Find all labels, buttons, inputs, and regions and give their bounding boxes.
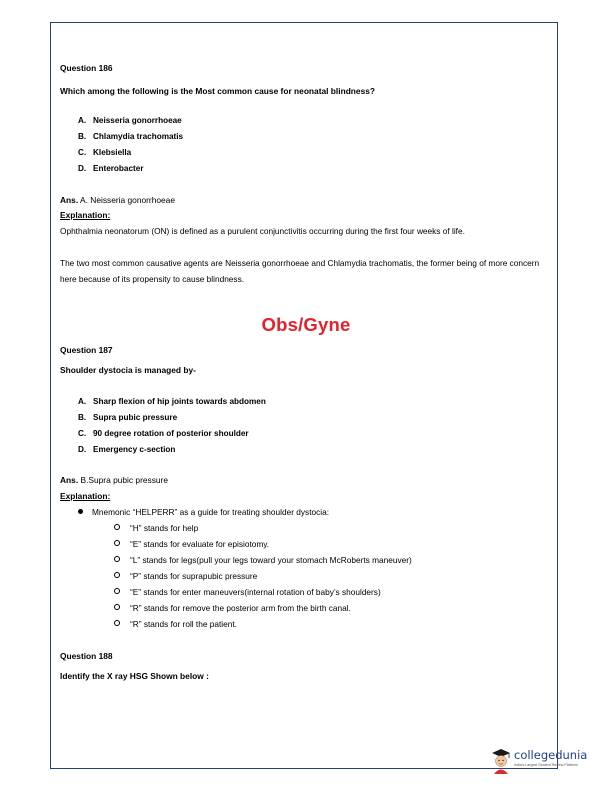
circle-bullet-icon bbox=[114, 556, 120, 562]
logo-tagline: India's Largest Student Review Platform bbox=[514, 763, 578, 767]
question-186-title: Question 186 bbox=[60, 63, 113, 73]
list-item: “E” stands for enter maneuvers(internal rotation of baby’s shoulders) bbox=[114, 587, 381, 597]
question-187-title: Question 187 bbox=[60, 345, 113, 355]
collegedunia-logo bbox=[490, 746, 610, 776]
q187-option-a: A. Sharp flexion of hip joints towards abdomen bbox=[78, 397, 266, 406]
question-188-title: Question 188 bbox=[60, 651, 113, 661]
circle-bullet-icon bbox=[114, 588, 120, 594]
bullet-icon bbox=[78, 509, 83, 514]
q186-answer: Ans. A. Neisseria gonorrhoeae bbox=[60, 195, 176, 205]
list-item: “L” stands for legs(pull your legs toward your stomach McRoberts maneuver) bbox=[114, 555, 412, 565]
q186-option-a: A. Neisseria gonorrhoeae bbox=[78, 116, 182, 125]
q187-answer: Ans. B.Supra pubic pressure bbox=[60, 475, 169, 485]
circle-bullet-icon bbox=[114, 524, 120, 530]
q186-explanation-2: The two most common causative agents are Neisseria gonorrhoeae and Chlamydia trachomatis, the former being of more concern here because of its propensity to cause blindness. bbox=[60, 258, 540, 284]
list-item: “E” stands for evaluate for episiotomy. bbox=[114, 539, 269, 549]
list-item: “R” stands for remove the posterior arm from the birth canal. bbox=[114, 603, 351, 613]
list-item: “H” stands for help bbox=[114, 523, 198, 533]
circle-bullet-icon bbox=[114, 540, 120, 546]
q187-option-b: B. Supra pubic pressure bbox=[78, 413, 178, 422]
q187-explanation-label: Explanation: bbox=[60, 491, 111, 501]
circle-bullet-icon bbox=[114, 620, 120, 626]
q186-option-d: D. Enterobacter bbox=[78, 164, 144, 173]
graduate-mascot-icon bbox=[490, 746, 512, 774]
circle-bullet-icon bbox=[114, 572, 120, 578]
list-item: “R” stands for roll the patient. bbox=[114, 619, 237, 629]
list-item: “P” stands for suprapubic pressure bbox=[114, 571, 257, 581]
q187-option-c: C. 90 degree rotation of posterior shoulder bbox=[78, 429, 249, 438]
logo-wordmark: collegedunia bbox=[514, 748, 588, 762]
question-188-text: Identify the X ray HSG Shown below : bbox=[60, 671, 209, 681]
question-186-text: Which among the following is the Most common cause for neonatal blindness? bbox=[60, 86, 376, 96]
section-title: Obs/Gyne bbox=[261, 314, 351, 335]
q186-explanation-1: Ophthalmia neonatorum (ON) is defined as a purulent conjunctivitis occurring during the first four weeks of life. bbox=[60, 226, 465, 236]
q187-mnemonic-bullet: Mnemonic “HELPERR” as a guide for treating shoulder dystocia: bbox=[78, 507, 329, 517]
q186-explanation-label: Explanation: bbox=[60, 210, 111, 220]
q187-option-d: D. Emergency c-section bbox=[78, 445, 176, 454]
question-187-text: Shoulder dystocia is managed by- bbox=[60, 365, 196, 375]
circle-bullet-icon bbox=[114, 604, 120, 610]
q186-option-b: B. Chlamydia trachomatis bbox=[78, 132, 184, 141]
q186-option-c: C. Klebsiella bbox=[78, 148, 132, 157]
